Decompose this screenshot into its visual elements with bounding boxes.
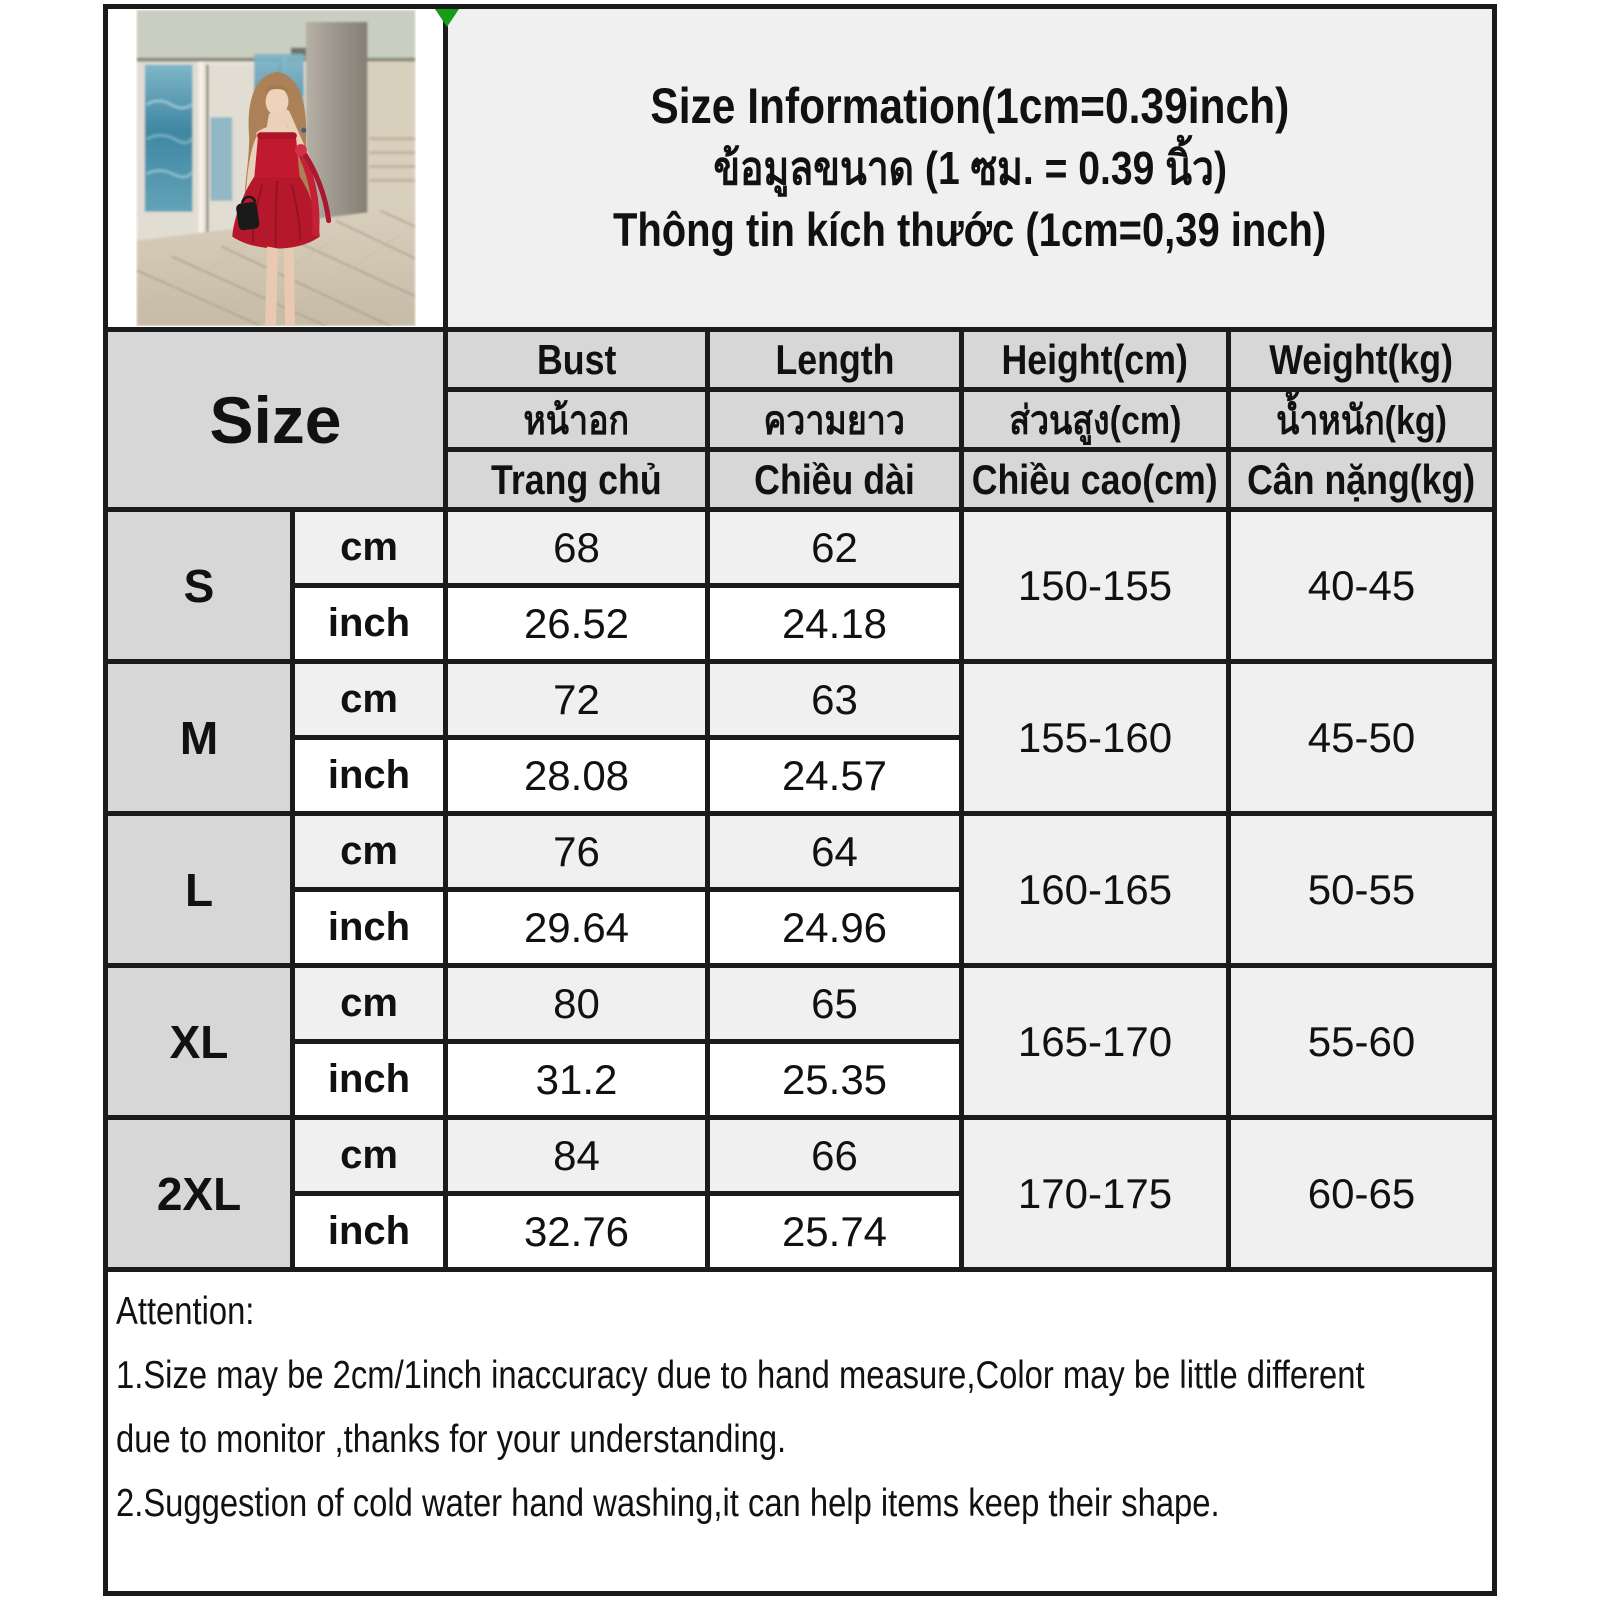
header-height-th: ส่วนสูง(cm) (1008, 398, 1182, 443)
row-xl-label: XL (108, 968, 290, 1115)
row-s-label: S (108, 512, 290, 659)
row-m-unit-cm: cm (295, 664, 443, 735)
row-s-unit-inch: inch (295, 588, 443, 659)
row-l-length-inch: 24.96 (710, 892, 959, 963)
title-block (448, 9, 1492, 327)
title-vietnamese: Thông tin kích thước (1cm=0,39 inch) (613, 203, 1327, 256)
row-xl-bust-inch: 31.2 (448, 1044, 705, 1115)
row-2xl-weight: 60-65 (1231, 1120, 1492, 1267)
row-2xl-height: 170-175 (964, 1120, 1226, 1267)
product-photo-cell (108, 9, 443, 327)
row-2xl-bust-inch: 32.76 (448, 1196, 705, 1267)
row-2xl-unit-cm: cm (295, 1120, 443, 1191)
row-s-bust-cm: 68 (448, 512, 705, 583)
row-xl-weight: 55-60 (1231, 968, 1492, 1115)
model-leg (265, 247, 278, 326)
attention-note-1: 1.Size may be 2cm/1inch inaccuracy due to hand measure,Color may be little different (116, 1354, 1365, 1397)
title-thai: ข้อมูลขนาด (1 ซม. = 0.39 นิ้ว) (713, 142, 1227, 194)
row-l-weight: 50-55 (1231, 816, 1492, 963)
row-m-weight: 45-50 (1231, 664, 1492, 811)
row-xl-height: 165-170 (964, 968, 1226, 1115)
header-length-th: ความยาว (763, 398, 906, 443)
row-xl-unit-inch: inch (295, 1044, 443, 1115)
header-height-en: Height(cm) (1001, 335, 1189, 383)
row-m-length-inch: 24.57 (710, 740, 959, 811)
header-length-en: Length (775, 335, 894, 383)
row-s-bust-inch: 26.52 (448, 588, 705, 659)
row-xl-length-cm: 65 (710, 968, 959, 1039)
row-l-bust-cm: 76 (448, 816, 705, 887)
row-s-length-inch: 24.18 (710, 588, 959, 659)
row-2xl-length-inch: 25.74 (710, 1196, 959, 1267)
product-photo (136, 10, 416, 326)
row-l-length-cm: 64 (710, 816, 959, 887)
attention-note-1-cont: due to monitor ,thanks for your understanding. (116, 1418, 787, 1461)
header-bust-en: Bust (536, 335, 617, 383)
header-bust-th: หน้าอก (523, 398, 630, 443)
row-m-unit-inch: inch (295, 740, 443, 811)
attention-heading: Attention: (116, 1290, 255, 1333)
ocean-panel-small (210, 117, 232, 200)
row-l-label: L (108, 816, 290, 963)
header-length-vi: Chiều dài (754, 455, 915, 503)
header-height-vi: Chiều cao(cm) (972, 455, 1218, 503)
row-2xl-bust-cm: 84 (448, 1120, 705, 1191)
row-s-length-cm: 62 (710, 512, 959, 583)
row-m-height: 155-160 (964, 664, 1226, 811)
green-corner-marker-icon (435, 9, 459, 27)
row-xl-bust-cm: 80 (448, 968, 705, 1039)
row-2xl-label: 2XL (108, 1120, 290, 1267)
header-weight-th: น้ำหนัก(kg) (1276, 398, 1447, 443)
row-s-unit-cm: cm (295, 512, 443, 583)
row-m-bust-inch: 28.08 (448, 740, 705, 811)
row-xl-length-inch: 25.35 (710, 1044, 959, 1115)
row-s-weight: 40-45 (1231, 512, 1492, 659)
row-l-height: 160-165 (964, 816, 1226, 963)
title-english: Size Information(1cm=0.39inch) (650, 78, 1290, 134)
row-xl-unit-cm: cm (295, 968, 443, 1039)
model-leg (283, 248, 294, 325)
header-bust-vi: Trang chủ (491, 455, 662, 503)
row-s-height: 150-155 (964, 512, 1226, 659)
row-m-length-cm: 63 (710, 664, 959, 735)
header-size: Size (108, 332, 443, 507)
row-l-unit-cm: cm (295, 816, 443, 887)
ocean-panel-left (144, 65, 192, 212)
row-2xl-unit-inch: inch (295, 1196, 443, 1267)
header-weight-en: Weight(kg) (1269, 335, 1454, 383)
header-weight-vi: Cân nặng(kg) (1247, 455, 1476, 503)
row-l-unit-inch: inch (295, 892, 443, 963)
attention-block (108, 1272, 1492, 1591)
row-m-label: M (108, 664, 290, 811)
row-m-bust-cm: 72 (448, 664, 705, 735)
row-2xl-length-cm: 66 (710, 1120, 959, 1191)
attention-note-2: 2.Suggestion of cold water hand washing,it can help items keep their shape. (116, 1482, 1220, 1525)
size-chart-sheet (103, 4, 1497, 1596)
row-l-bust-inch: 29.64 (448, 892, 705, 963)
